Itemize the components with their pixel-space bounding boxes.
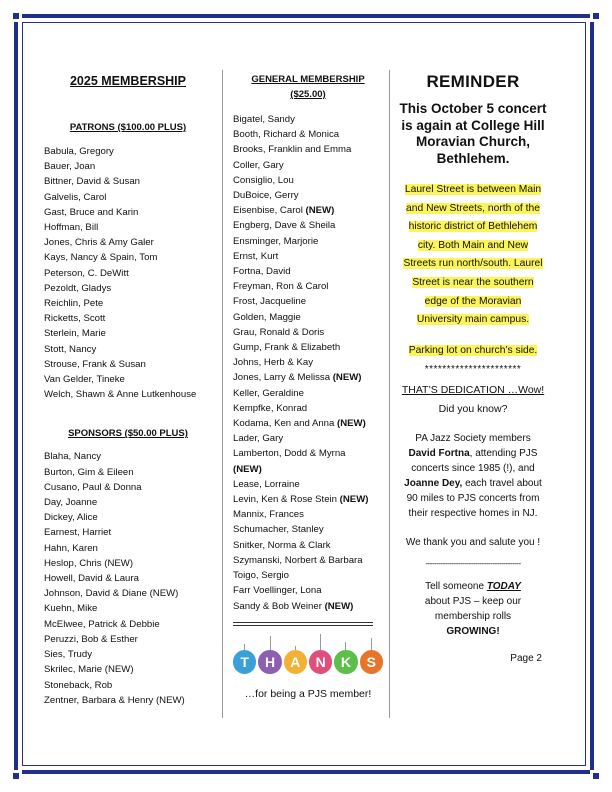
member-name-text: Grau, Ronald & Doris (233, 326, 325, 338)
member-name: Galvelis, Carol (44, 191, 107, 203)
member-name (233, 218, 383, 233)
thanks-letter-ball: K (334, 650, 357, 674)
member-name: Bittner, David & Susan (44, 176, 140, 188)
member-name (233, 355, 383, 370)
thanks-letter-ball: N (309, 650, 332, 674)
member-name (233, 446, 383, 461)
new-member-tag: (NEW) (339, 494, 369, 506)
member-name-text: Lader, Gary (233, 433, 284, 445)
tell-text-b: about PJS – keep our membership rolls (424, 596, 522, 623)
thanks-letter-ball: S (360, 650, 383, 674)
member-name-text: Ernst, Kurt (233, 250, 279, 262)
member-name-text: Szymanski, Norbert & Barbara (233, 554, 363, 566)
member-name (233, 142, 383, 157)
member-name (233, 477, 383, 492)
member-name-text: Lease, Lorraine (233, 478, 300, 490)
member-name-text: Jones, Larry & Melissa (233, 372, 333, 384)
member-name (233, 568, 383, 583)
member-name-text: Coller, Gary (233, 159, 284, 171)
tell-today: TODAY (486, 581, 521, 593)
member-name-text: Frost, Jacqueline (233, 296, 307, 308)
general-membership-title-line1: GENERAL MEMBERSHIP (251, 74, 365, 85)
member-name: Reichlin, Pete (44, 298, 104, 310)
member-name (233, 431, 383, 446)
member-name (233, 553, 383, 568)
thanks-letter-ball: H (258, 650, 281, 674)
member-name: Johnson, David & Diane (NEW) (44, 588, 179, 600)
sponsors-heading: SPONSORS ($50.00 PLUS) (68, 428, 188, 440)
member-name-text: Golden, Maggie (233, 311, 301, 323)
member-name: Pezoldt, Gladys (44, 282, 112, 294)
new-member-tag: (NEW) (305, 205, 335, 217)
member-name: Burton, Gim & Eileen (44, 466, 134, 478)
member-name-text: Gump, Frank & Elizabeth (233, 342, 341, 354)
member-name (233, 492, 383, 507)
member-name-text: Eisenbise, Carol (233, 205, 306, 217)
member-name: Zentner, Barbara & Henry (NEW) (44, 694, 185, 706)
thanks-string (233, 634, 256, 650)
new-member-tag: (NEW) (332, 372, 362, 384)
member-name-text: Mannix, Frances (233, 509, 304, 521)
member-name-text: Levin, Ken & Rose Stein (233, 494, 340, 506)
thanks-strings (233, 634, 383, 650)
dedication-paragraph (398, 431, 548, 521)
member-name (233, 386, 383, 401)
general-membership-column (233, 60, 383, 700)
member-name-text: Snitker, Norma & Clark (233, 539, 331, 551)
member-name-text: Kempfke, Konrad (233, 402, 308, 414)
thanks-string (360, 634, 383, 650)
member-name (233, 507, 383, 522)
new-member-tag: (NEW) (233, 463, 262, 475)
corner-ornament (10, 770, 22, 782)
general-members-list (233, 112, 383, 614)
member-name: Heslop, Chris (NEW) (44, 557, 134, 569)
dash-divider: -------------------------------------------- (425, 559, 521, 569)
thanks-letter-ball: A (284, 650, 307, 674)
member-name-text: Consiglio, Lou (233, 174, 294, 186)
parking-block (398, 340, 548, 359)
member-name-text: Johns, Herb & Kay (233, 357, 313, 369)
member-name: Van Gelder, Tineke (44, 374, 125, 386)
member-name (233, 188, 383, 203)
member-name (233, 416, 383, 431)
member-name: Jones, Chris & Amy Galer (44, 237, 154, 249)
member-name-text: Engberg, Dave & Sheila (233, 220, 336, 232)
thanks-graphic (233, 634, 383, 674)
thanks-string (284, 634, 307, 650)
member-name: Skrilec, Marie (NEW) (44, 664, 134, 676)
member-name: Gast, Bruce and Karin (44, 206, 139, 218)
member-name (233, 234, 383, 249)
member-name-text: Sandy & Bob Weiner (233, 600, 325, 612)
member-name (233, 173, 383, 188)
dedication-heading: THAT’S DEDICATION …Wow! (401, 384, 545, 397)
member-name (233, 370, 383, 385)
member-name: Babula, Gregory (44, 146, 114, 157)
page-number: Page 2 (510, 653, 542, 665)
member-name-text: Keller, Geraldine (233, 387, 304, 399)
member-name (233, 522, 383, 537)
member-name: Earnest, Harriet (44, 527, 112, 539)
member-name (233, 294, 383, 309)
tell-text-a: Tell someone (425, 581, 487, 593)
member-name-text: Bigatel, Sandy (233, 114, 295, 125)
parking-note: Parking lot on church’s side. (408, 344, 538, 356)
directions-highlight: Laurel Street is between Main and New Streets, north of the historic district of Bethlehem city. Both Main and New Streets run north/south. Laurel Street is near the southern edge of the Moravian University main campus. (403, 184, 543, 326)
corner-ornament (590, 10, 602, 22)
member-name (233, 203, 383, 218)
directions-block (398, 179, 548, 328)
member-name: Kuehn, Mike (44, 603, 98, 615)
member-name: Blaha, Nancy (44, 451, 102, 463)
general-membership-title (233, 72, 383, 102)
member-name-text: Lamberton, Dodd & Myrna (233, 448, 346, 460)
member-name: Sies, Trudy (44, 649, 92, 661)
member-name: Welch, Shawn & Anne Lutkenhouse (44, 389, 197, 401)
member-name: Kays, Nancy & Spain, Tom (44, 252, 158, 264)
member-name: Stott, Nancy (44, 343, 97, 355)
member-name (233, 127, 383, 142)
corner-ornament (590, 770, 602, 782)
column-divider (222, 70, 223, 718)
double-rule (233, 622, 373, 626)
member-name (233, 249, 383, 264)
member-name-text: Ensminger, Marjorie (233, 235, 319, 247)
member-name: Hoffman, Bill (44, 222, 99, 234)
dedication-text-c: each travel about 90 miles to PJS concerts from their respective homes in NJ. (406, 478, 542, 520)
concert-notice: This October 5 concert is again at College Hill Moravian Church, Bethlehem. (399, 101, 547, 166)
member-name-text: Kodama, Ken and Anna (233, 418, 338, 430)
reminder-column (398, 60, 548, 666)
member-name (233, 310, 383, 325)
member-name: Day, Joanne (44, 497, 98, 509)
member-name: Peruzzi, Bob & Esther (44, 633, 138, 645)
member-name-text: Schumacher, Stanley (233, 524, 324, 536)
member-name-dey: Joanne Dey, (404, 478, 463, 490)
general-membership-title-line2: ($25.00) (290, 89, 326, 100)
member-name-text: DuBoice, Gerry (233, 190, 299, 202)
member-name (233, 340, 383, 355)
member-name-text: Fortna, David (233, 266, 291, 278)
member-name-text: Freyman, Ron & Carol (233, 281, 329, 293)
sponsors-list (44, 449, 212, 707)
thanks-string (258, 634, 281, 650)
member-name: Cusano, Paul & Donna (44, 481, 142, 493)
member-name: Peterson, C. DeWitt (44, 267, 129, 279)
member-name (233, 583, 383, 598)
reminder-title: REMINDER (426, 72, 520, 91)
member-name: Dickey, Alice (44, 512, 98, 524)
thanks-balls (233, 650, 383, 674)
did-you-know: Did you know? (438, 403, 508, 416)
new-member-tag: (NEW) (324, 600, 354, 612)
membership-title: 2025 MEMBERSHIP (69, 74, 186, 88)
member-name: Hahn, Karen (44, 542, 98, 554)
member-name: Ricketts, Scott (44, 313, 106, 325)
member-name (233, 325, 383, 340)
dedication-text-b: , attending PJS concerts since 1985 (!), and (411, 448, 538, 475)
tell-growing: GROWING! (446, 626, 500, 638)
thank-you-line: We thank you and salute you ! (405, 537, 541, 549)
dedication-text-a: PA Jazz Society members (415, 433, 531, 445)
member-name-text: Farr Voellinger, Lona (233, 585, 322, 597)
member-name: Sterlein, Marie (44, 328, 106, 340)
member-name-text: Toigo, Sergio (233, 570, 289, 582)
member-name (233, 279, 383, 294)
member-name (233, 264, 383, 279)
member-name-text: Booth, Richard & Monica (233, 129, 340, 141)
member-name: Stoneback, Rob (44, 679, 113, 691)
member-name: McElwee, Patrick & Debbie (44, 618, 160, 630)
member-name: Strouse, Frank & Susan (44, 358, 146, 370)
column-divider (389, 70, 390, 718)
tell-someone (398, 579, 548, 639)
member-name (233, 158, 383, 173)
thanks-string (334, 634, 357, 650)
member-name: Bauer, Joan (44, 161, 96, 173)
thanks-caption: …for being a PJS member! (244, 687, 372, 700)
member-name-text: Brooks, Franklin and Emma (233, 144, 352, 156)
member-name (233, 401, 383, 416)
member-name-fortna: David Fortna (408, 448, 470, 460)
member-name: Howell, David & Laura (44, 573, 139, 585)
patrons-heading: PATRONS ($100.00 PLUS) (69, 122, 187, 133)
new-member-tag: (NEW) (337, 418, 366, 430)
thanks-letter-ball: T (233, 650, 256, 674)
member-name (233, 462, 383, 477)
corner-ornament (10, 10, 22, 22)
member-name (233, 112, 383, 127)
member-name (233, 538, 383, 553)
patrons-list (44, 144, 212, 402)
star-divider: ********************** (424, 364, 522, 376)
membership-column (44, 60, 212, 708)
thanks-string (309, 634, 332, 650)
member-name (233, 599, 383, 614)
